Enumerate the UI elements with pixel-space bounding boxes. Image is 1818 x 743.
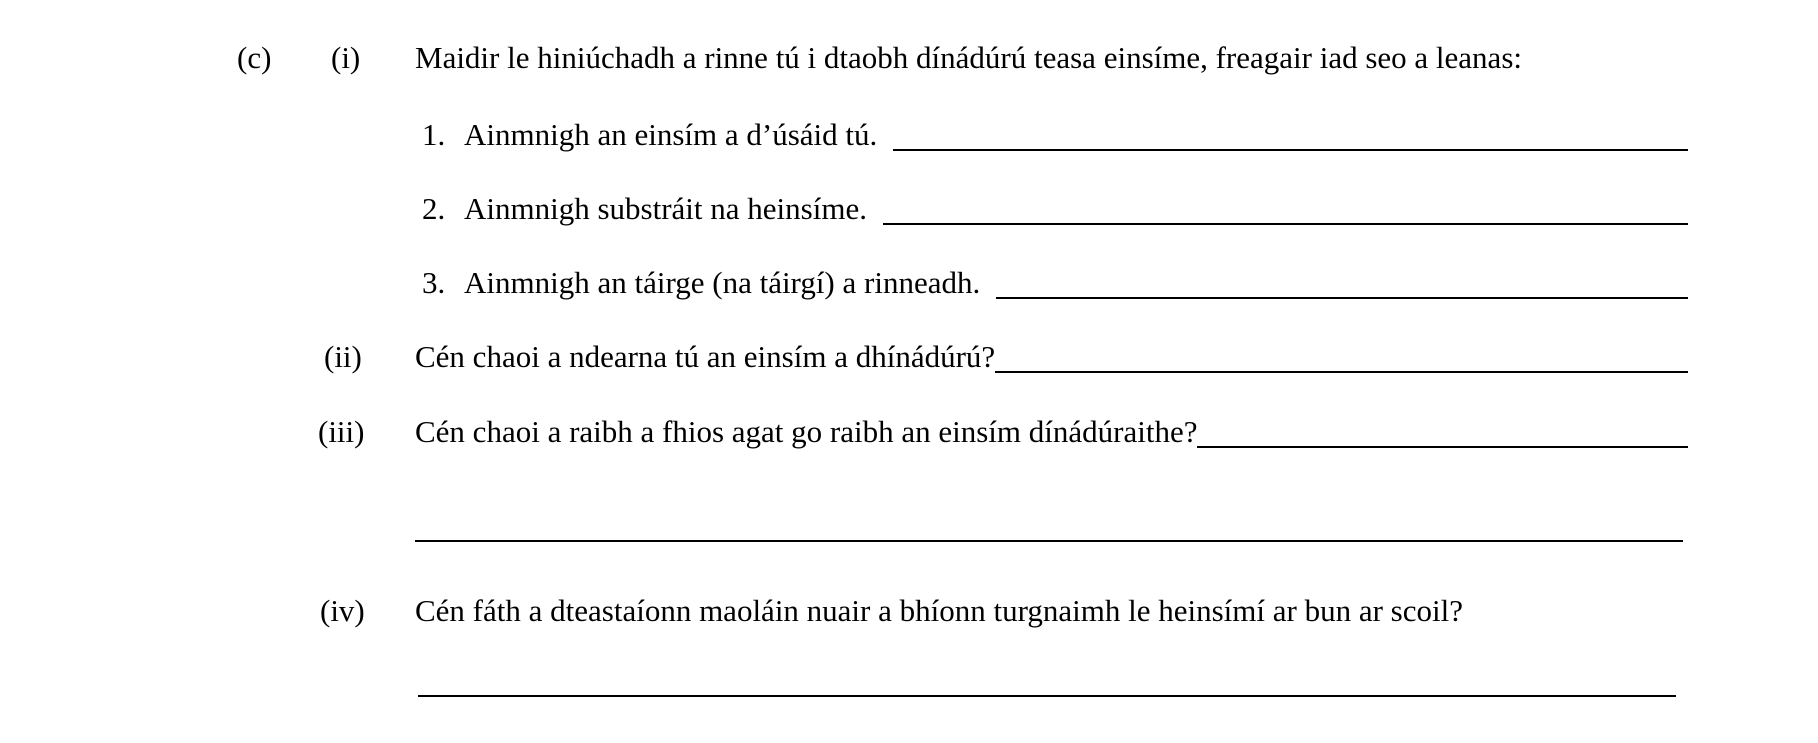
item-1-text: Ainmnigh an einsím a d’úsáid tú. (464, 117, 886, 152)
section-i-intro: Maidir le hiniúchadh a rinne tú i dtaobh dínádúrú teasa einsíme, freagair iad seo a leanas: (415, 40, 1522, 75)
item-2-answer-line (883, 186, 1688, 225)
section-iii-answer-line-2 (415, 540, 1683, 542)
item-3-answer-line (996, 260, 1688, 299)
section-iv-label: (iv) (320, 593, 365, 628)
section-iv-answer-line (418, 695, 1676, 697)
item-2-number: 2. (422, 191, 446, 226)
question-item-2 (422, 186, 1688, 232)
question-item-3 (422, 260, 1688, 306)
item-2-text: Ainmnigh substráit na heinsíme. (464, 191, 875, 226)
section-iii-answer-line (1197, 409, 1688, 448)
question-ii (415, 334, 1688, 380)
section-i-label: (i) (331, 40, 361, 75)
section-iii-text: Cén chaoi a raibh a fhios agat go raibh an einsím dínádúraithe? (415, 414, 1198, 449)
section-iii-label: (iii) (318, 414, 365, 449)
item-3-text: Ainmnigh an táirge (na táirgí) a rinneadh. (464, 265, 988, 300)
section-ii-answer-line (995, 334, 1688, 373)
question-item-1 (422, 112, 1688, 158)
part-label: (c) (237, 40, 272, 75)
section-ii-label: (ii) (324, 339, 362, 374)
section-ii-text: Cén chaoi a ndearna tú an einsím a dhínádúrú? (415, 339, 996, 374)
question-iii (415, 409, 1688, 455)
item-3-number: 3. (422, 265, 446, 300)
item-1-number: 1. (422, 117, 446, 152)
item-1-answer-line (893, 112, 1688, 151)
section-iv-text: Cén fáth a dteastaíonn maoláin nuair a bhíonn turgnaimh le heinsímí ar bun ar scoil? (415, 593, 1463, 628)
